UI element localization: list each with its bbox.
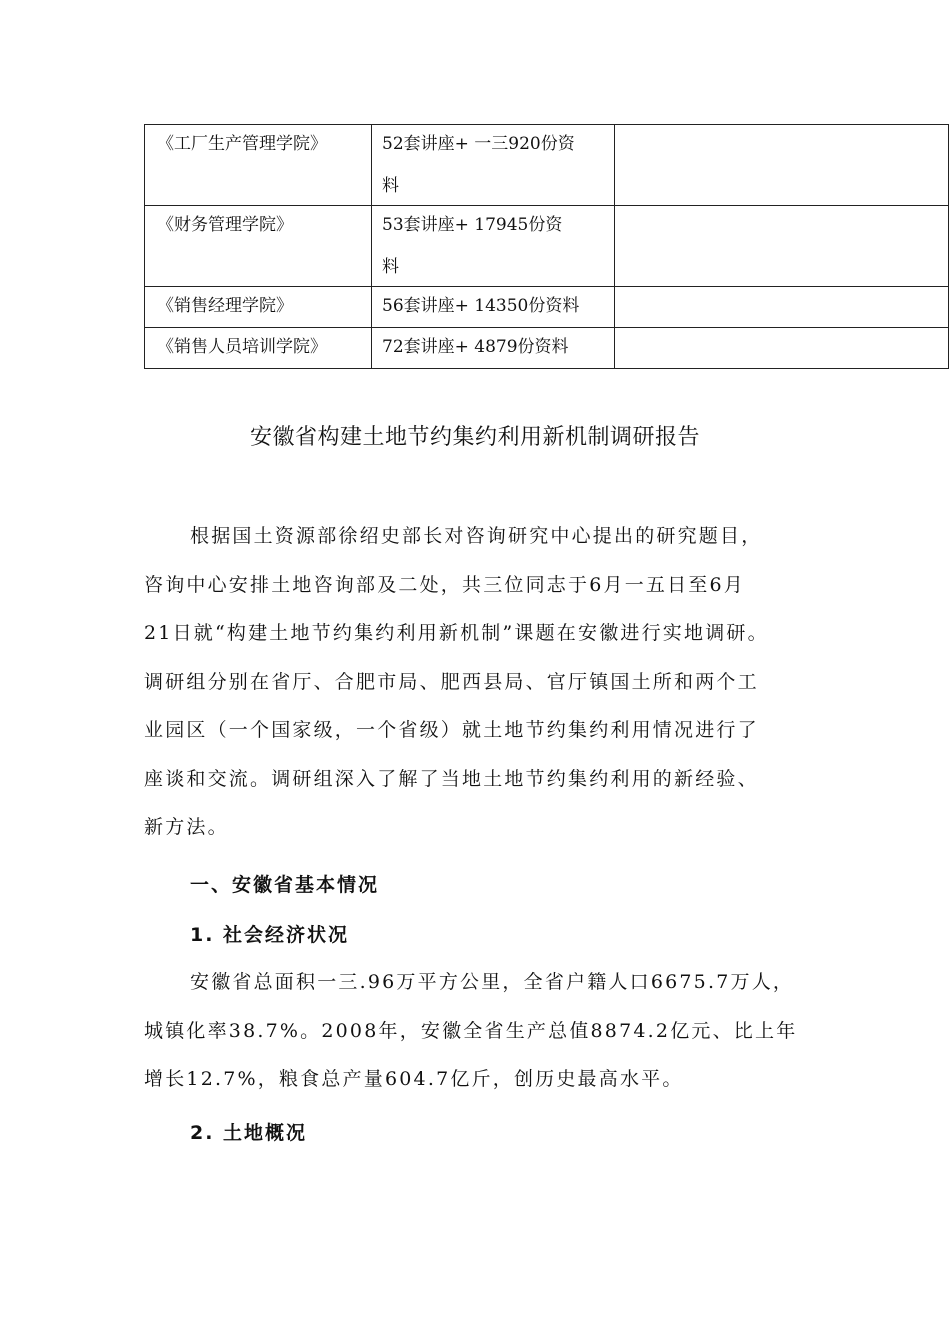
course-extra bbox=[615, 287, 949, 328]
course-extra bbox=[615, 125, 949, 206]
paragraph-line: 根据国土资源部徐绍史部长对咨询研究中心提出的研究题目， bbox=[190, 525, 763, 547]
course-extra bbox=[615, 206, 949, 287]
paragraph-line: 21日就“构建土地节约集约利用新机制”课题在安徽进行实地调研。 bbox=[144, 622, 769, 644]
course-extra bbox=[615, 328, 949, 369]
document-title: 安徽省构建土地节约集约利用新机制调研报告 bbox=[249, 425, 700, 450]
course-name: 《销售经理学院》 bbox=[145, 287, 372, 328]
course-name: 《销售人员培训学院》 bbox=[145, 328, 372, 369]
course-content bbox=[372, 206, 615, 287]
paragraph-line: 业园区（一个国家级，一个省级）就土地节约集约利用情况进行了 bbox=[144, 719, 759, 741]
paragraph-line: 调研组分别在省厅、合肥市局、肥西县局、官厅镇国土所和两个工 bbox=[144, 670, 759, 693]
subsection-heading: 2. 土地概况 bbox=[190, 1122, 308, 1144]
paragraph-line: 新方法。 bbox=[144, 816, 229, 838]
course-content-line: 52套讲座+ 一三920份资 bbox=[382, 134, 575, 154]
paragraph-line: 增长12.7%，粮食总产量604.7亿斤，创历史最高水平。 bbox=[144, 1068, 684, 1090]
course-content bbox=[372, 125, 615, 206]
table-row bbox=[145, 328, 949, 369]
course-content: 56套讲座+ 14350份资料 bbox=[372, 287, 615, 328]
course-content-line: 料 bbox=[382, 176, 399, 196]
paragraph-line: 城镇化率38.7%。2008年，安徽全省生产总值8874.2亿元、比上年 bbox=[144, 1019, 798, 1042]
course-name: 《工厂生产管理学院》 bbox=[145, 125, 372, 206]
section-heading: 一、安徽省基本情况 bbox=[190, 874, 380, 896]
course-content-line: 料 bbox=[382, 257, 399, 277]
course-table bbox=[144, 124, 949, 369]
course-content: 72套讲座+ 4879份资料 bbox=[372, 328, 615, 369]
paragraph-line: 咨询中心安排土地咨询部及二处，共三位同志于6月一五日至6月 bbox=[144, 573, 745, 596]
paragraph-line: 座谈和交流。调研组深入了解了当地土地节约集约利用的新经验、 bbox=[144, 767, 759, 790]
table-row bbox=[145, 287, 949, 328]
paragraph-line: 安徽省总面积一三.96万平方公里，全省户籍人口6675.7万人， bbox=[190, 971, 795, 993]
intro-paragraph bbox=[144, 512, 804, 852]
course-content-line: 53套讲座+ 17945份资 bbox=[382, 215, 563, 235]
economy-paragraph bbox=[144, 958, 804, 1104]
subsection-heading: 1. 社会经济状况 bbox=[190, 924, 350, 946]
course-name: 《财务管理学院》 bbox=[145, 206, 372, 287]
table-row bbox=[145, 125, 949, 206]
table-row bbox=[145, 206, 949, 287]
